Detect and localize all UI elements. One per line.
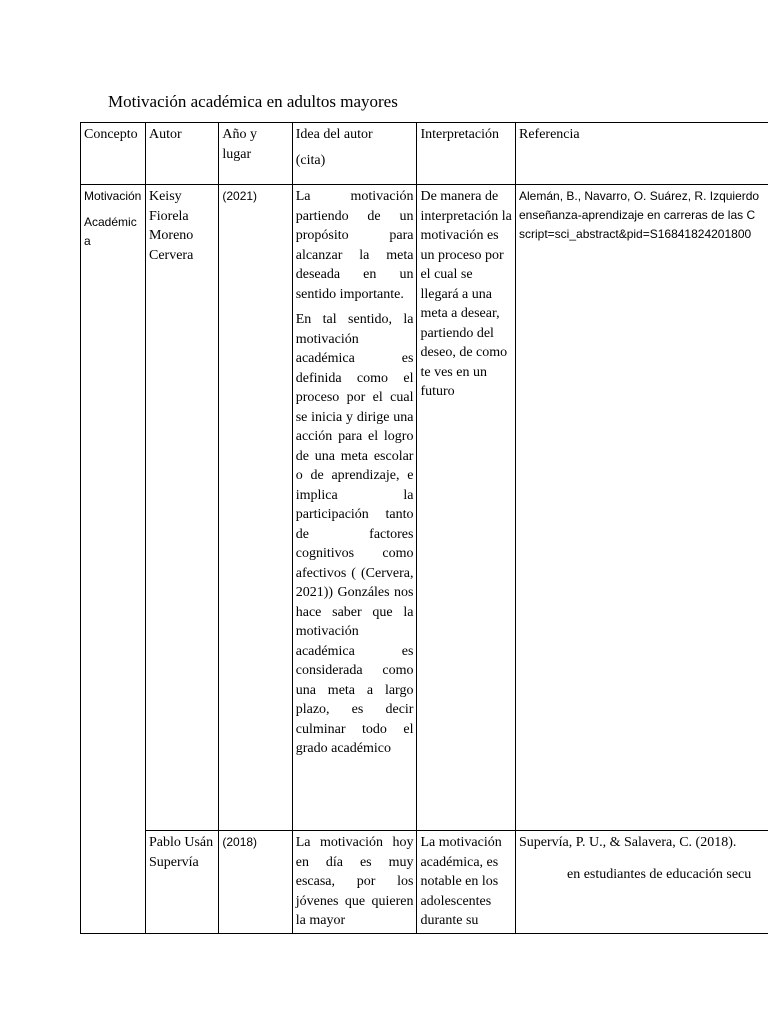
cell-idea-autor: La motivación hoy en día es muy escasa, por los jóvenes que quieren la mayor bbox=[292, 831, 417, 934]
referencia-line-1: Alemán, B., Navarro, O. Suárez, R. Izquierdo bbox=[519, 189, 760, 203]
referencia-line-3: script=sci_abstract&pid=S16841824201800 bbox=[519, 227, 752, 241]
table-row bbox=[81, 185, 768, 831]
header-referencia: Referencia bbox=[516, 123, 768, 185]
document-title: Motivación académica en adultos mayores bbox=[108, 92, 398, 111]
cell-anio: (2021) bbox=[219, 185, 292, 831]
referencia-line-2: enseñanza-aprendizaje en carreras de las C bbox=[519, 208, 756, 222]
header-autor: Autor bbox=[145, 123, 218, 185]
idea-paragraph-2: En tal sentido, la motivación académica es definida como el proceso por el cual se inicia y dirige una acción para el logro de una meta escolar o de aprendizaje, e implica la participación tanto de factores cognitivos como afectivos ( (Cervera, 2021)) Gonzáles nos hace saber que la motivación académica es considerada como una meta a largo plazo, es decir culminar todo el grado académico bbox=[295, 312, 414, 756]
cell-autor: Pablo Usán Supervía bbox=[145, 831, 218, 934]
referencia-line-2: en estudiantes de educación secu bbox=[567, 866, 752, 882]
cell-referencia bbox=[516, 831, 768, 934]
header-concepto: Concepto bbox=[81, 123, 146, 185]
header-anio-lugar: Año y lugar bbox=[219, 123, 292, 185]
header-idea-autor-sub: (cita) bbox=[295, 152, 326, 168]
cell-concepto bbox=[81, 185, 146, 934]
cell-referencia bbox=[516, 185, 768, 831]
idea-paragraph-1: La motivación partiendo de un propósito para alcanzar la meta deseada en un sentido importante. bbox=[295, 189, 414, 302]
cell-autor: Keisy Fiorela Moreno Cervera bbox=[145, 185, 218, 831]
referencia-line-1: Supervía, P. U., & Salavera, C. (2018). bbox=[519, 835, 737, 850]
cell-idea-autor bbox=[292, 185, 417, 831]
concepto-line-1: Motivación bbox=[84, 189, 142, 203]
table-row bbox=[81, 831, 768, 934]
cell-interpretacion: La motivación académica, es notable en los adolescentes durante su bbox=[417, 831, 516, 934]
concepto-line-2: Académica bbox=[84, 214, 137, 248]
header-interpretacion: Interpretación bbox=[417, 123, 516, 185]
header-row bbox=[81, 123, 768, 185]
cell-interpretacion: De manera de interpretación la motivación es un proceso por el cual se llegará a una meta a desear, partiendo del deseo, de como te ves en un futuro bbox=[417, 185, 516, 831]
header-idea-autor bbox=[292, 123, 417, 185]
literature-table bbox=[80, 122, 768, 934]
cell-anio: (2018) bbox=[219, 831, 292, 934]
header-idea-autor-label: Idea del autor bbox=[295, 127, 373, 142]
